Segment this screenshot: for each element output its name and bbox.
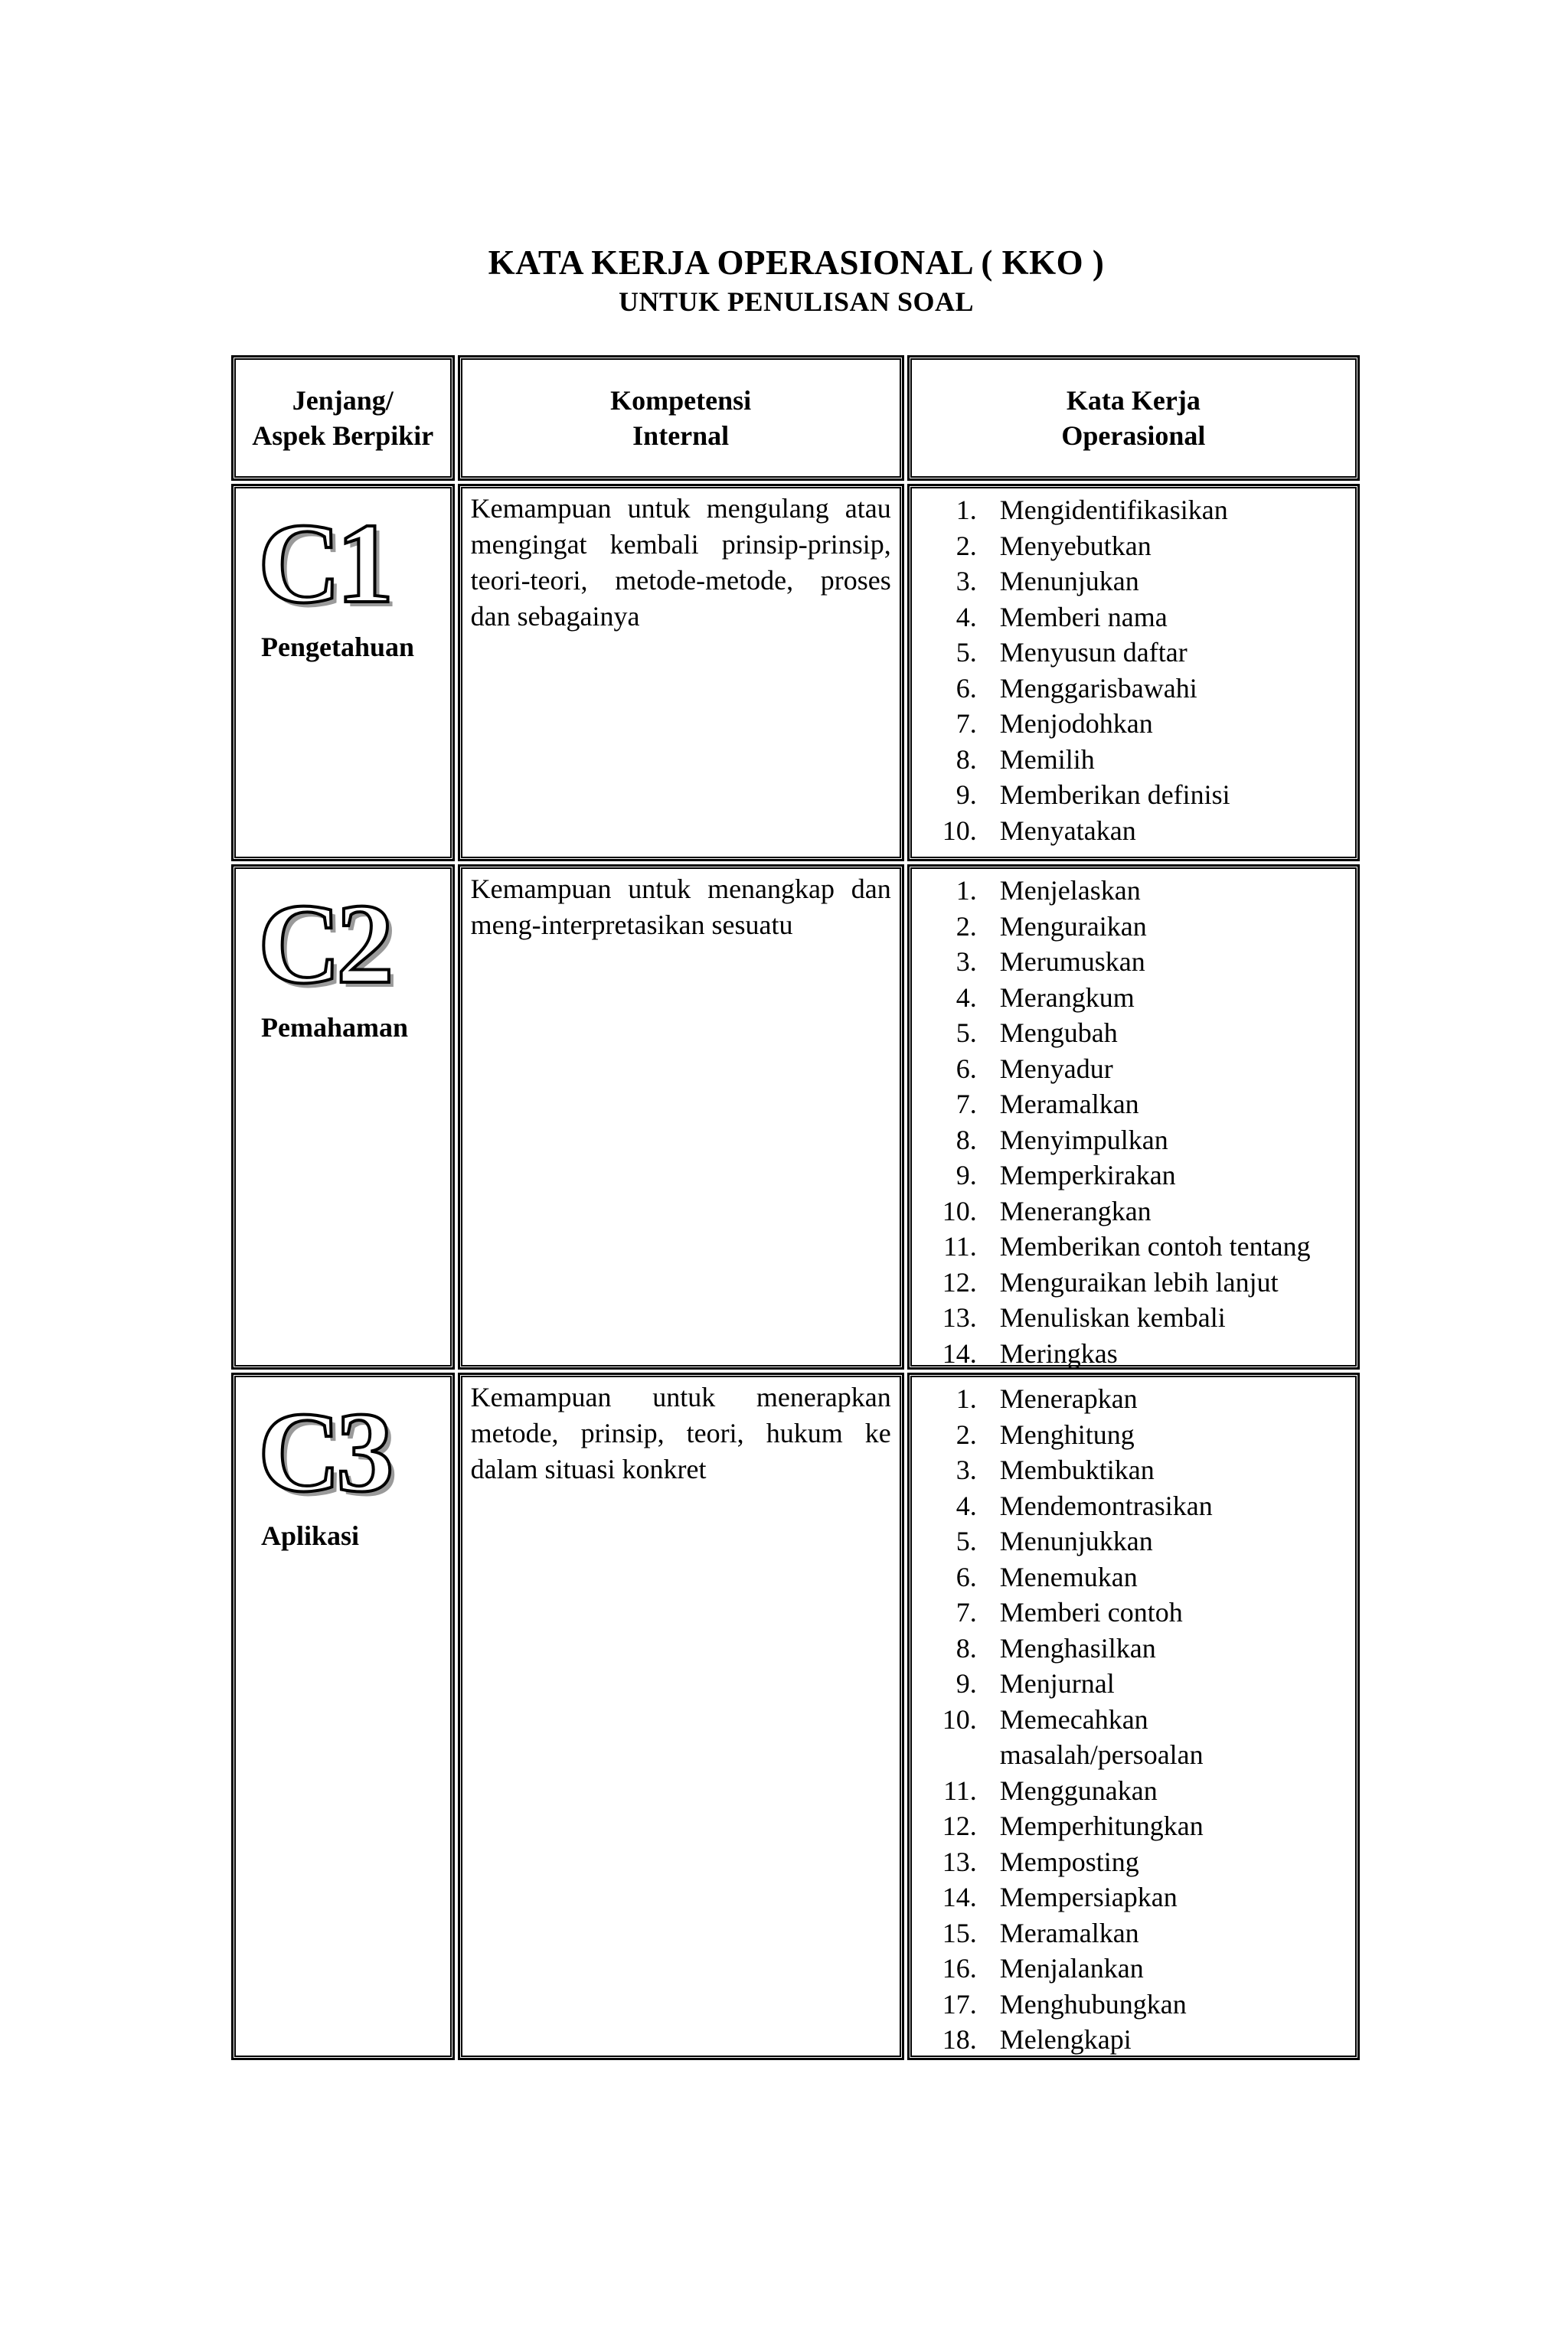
list-item — [910, 1631, 1357, 1667]
level-name-c3: Aplikasi — [261, 1520, 360, 1551]
list-item-text: Mengidentifikasikan — [999, 495, 1228, 525]
header-level-line2: Aspek Berpikir — [252, 420, 434, 451]
list-item-number: 3. — [956, 1455, 977, 1485]
list-item — [910, 528, 1357, 564]
list-item — [910, 1808, 1357, 1844]
list-item — [910, 873, 1357, 909]
list-item-text: Merangkum — [999, 981, 1135, 1013]
list-item-number: 8. — [956, 1124, 977, 1155]
list-item-text: Menemukan — [999, 1561, 1138, 1592]
list-item-text: Memposting — [999, 1846, 1139, 1877]
list-item-number: 18. — [942, 2024, 977, 2055]
list-item-number: 6. — [956, 672, 977, 704]
list-item — [910, 1987, 1357, 2023]
list-item-number: 4. — [956, 1490, 977, 1521]
list-item-number: 9. — [956, 779, 977, 810]
list-item — [910, 1666, 1357, 1702]
list-item — [910, 599, 1357, 635]
list-item — [910, 1488, 1357, 1524]
table-row-c1 — [231, 484, 1360, 861]
list-item-text: Menjodohkan — [999, 708, 1153, 739]
level-cell-c3 — [231, 1373, 455, 2060]
level-code-c3: C3 — [258, 1389, 390, 1516]
list-item-text: Menjalankan — [999, 1953, 1144, 1984]
list-item — [910, 1702, 1357, 1773]
list-item-number: 15. — [942, 1917, 977, 1948]
list-item-text: Menjelaskan — [999, 875, 1141, 906]
list-item-number: 4. — [956, 601, 977, 632]
list-item-text: Menerapkan — [999, 1383, 1138, 1414]
list-item-text: Memilih — [999, 743, 1095, 775]
list-item — [910, 909, 1357, 945]
list-item-number: 11. — [943, 1775, 977, 1806]
list-item-text: Memecahkan masalah/persoalan — [999, 1703, 1204, 1770]
list-item-text: Mendemontrasikan — [999, 1490, 1213, 1521]
list-item-number: 9. — [956, 1160, 977, 1190]
list-item-text: Menyusun daftar — [999, 637, 1187, 668]
list-item-text: Memberi nama — [999, 601, 1168, 632]
list-item-text: Meramalkan — [999, 1917, 1139, 1948]
list-item-number: 7. — [956, 1597, 977, 1628]
list-item-text: Menunjukkan — [999, 1526, 1153, 1556]
competence-cell-c1 — [458, 484, 904, 861]
list-item-number: 3. — [956, 566, 977, 596]
list-item-number: 12. — [942, 1811, 977, 1841]
list-item-number: 1. — [956, 1383, 977, 1414]
level-cell-c1 — [231, 484, 455, 861]
kko-table — [231, 355, 1360, 2060]
level-cell-c2 — [231, 864, 455, 1370]
list-item-number: 1. — [956, 875, 977, 906]
header-level — [231, 355, 455, 481]
list-item-number: 7. — [956, 1089, 977, 1119]
list-item-text: Meringkas — [999, 1337, 1118, 1369]
list-item-number: 8. — [956, 743, 977, 775]
list-item-text: Memperhitungkan — [999, 1811, 1204, 1841]
verbs-cell-c2 — [907, 864, 1360, 1370]
list-item-number: 13. — [942, 1302, 977, 1333]
verb-list-c2 — [910, 867, 1357, 1371]
list-item-text: Mengubah — [999, 1017, 1118, 1048]
list-item-number: 2. — [956, 910, 977, 942]
list-item-text: Memperkirakan — [999, 1160, 1176, 1190]
list-item-number: 4. — [956, 981, 977, 1013]
list-item-number: 2. — [956, 530, 977, 561]
list-item-text: Merumuskan — [999, 946, 1145, 977]
list-item-number: 7. — [956, 708, 977, 739]
list-item — [910, 1194, 1357, 1229]
competence-text-c3: Kemampuan untuk menerapkan metode, prinsip, teori, hukum ke dalam situasi konkret — [470, 1382, 891, 1484]
list-item-number: 10. — [942, 815, 977, 846]
competence-cell-c3 — [458, 1373, 904, 2060]
header-verbs-line1: Kata Kerja — [1066, 385, 1200, 416]
list-item-text: Memberikan contoh tentang — [999, 1231, 1311, 1262]
list-item-number: 5. — [956, 1526, 977, 1556]
list-item — [910, 777, 1357, 813]
list-item-text: Menunjukan — [999, 566, 1139, 596]
list-item — [910, 980, 1357, 1016]
list-item-text: Mempersiapkan — [999, 1882, 1178, 1912]
level-name-c1: Pengetahuan — [261, 632, 415, 662]
list-item-text: Menggunakan — [999, 1775, 1158, 1806]
list-item-number: 5. — [956, 637, 977, 668]
list-item-text: Menjurnal — [999, 1668, 1115, 1699]
list-item — [910, 1122, 1357, 1158]
table-header-row — [231, 355, 1360, 481]
level-code-c2: C2 — [258, 880, 390, 1007]
table-row-c2 — [231, 864, 1360, 1370]
list-item-number: 17. — [942, 1988, 977, 2020]
header-competence — [458, 355, 904, 481]
competence-cell-c2 — [458, 864, 904, 1370]
list-item — [910, 1015, 1357, 1051]
list-item-text: Membuktikan — [999, 1455, 1155, 1485]
list-item-text: Menyebutkan — [999, 530, 1152, 561]
list-item-number: 6. — [956, 1053, 977, 1084]
list-item-text: Menguraikan — [999, 910, 1147, 942]
list-item-number: 1. — [956, 495, 977, 525]
list-item — [910, 742, 1357, 778]
document-title: KATA KERJA OPERASIONAL ( KKO ) — [488, 243, 1105, 282]
verbs-cell-c3 — [907, 1373, 1360, 2060]
list-item — [910, 1381, 1357, 1417]
competence-text-c2: Kemampuan untuk menangkap dan meng-interpretasikan sesuatu — [470, 874, 891, 940]
list-item-text: Meramalkan — [999, 1089, 1139, 1119]
list-item-text: Memberi contoh — [999, 1597, 1183, 1628]
list-item — [910, 1452, 1357, 1488]
list-item — [910, 1595, 1357, 1631]
header-verbs — [907, 355, 1360, 481]
list-item-number: 3. — [956, 946, 977, 977]
list-item — [910, 1559, 1357, 1595]
list-item-text: Menghasilkan — [999, 1632, 1156, 1664]
list-item — [910, 706, 1357, 742]
list-item-number: 12. — [942, 1266, 977, 1298]
list-item-number: 14. — [942, 1337, 977, 1369]
list-item — [910, 1951, 1357, 1987]
list-item-number: 5. — [956, 1017, 977, 1048]
verbs-cell-c1 — [907, 484, 1360, 861]
list-item-text: Menyadur — [999, 1053, 1113, 1084]
list-item-number: 13. — [942, 1846, 977, 1877]
list-item — [910, 1417, 1357, 1453]
header-verbs-line2: Operasional — [1061, 420, 1206, 451]
list-item-number: 9. — [956, 1668, 977, 1699]
list-item — [910, 1523, 1357, 1559]
list-item — [910, 1229, 1357, 1265]
list-item-text: Menyimpulkan — [999, 1124, 1168, 1155]
list-item — [910, 492, 1357, 528]
list-item — [910, 944, 1357, 980]
table-row-c3 — [231, 1373, 1360, 2060]
list-item-text: Menguraikan lebih lanjut — [999, 1266, 1279, 1298]
competence-text-c1: Kemampuan untuk mengulang atau mengingat kembali prinsip-prinsip, teori-teori, metode-metode, proses dan sebagainya — [470, 493, 891, 632]
list-item-text: Menghitung — [999, 1419, 1135, 1450]
list-item-number: 14. — [942, 1882, 977, 1912]
list-item — [910, 1158, 1357, 1194]
list-item-text: Memberikan definisi — [999, 779, 1230, 810]
verb-list-c1 — [910, 486, 1357, 848]
list-item — [910, 1879, 1357, 1915]
verb-list-c3 — [910, 1375, 1357, 2058]
list-item — [910, 1336, 1357, 1372]
level-code-c1: C1 — [258, 500, 390, 627]
list-item — [910, 1265, 1357, 1301]
list-item-number: 10. — [942, 1703, 977, 1735]
list-item-number: 16. — [942, 1953, 977, 1984]
list-item-number: 11. — [943, 1231, 977, 1262]
list-item-number: 2. — [956, 1419, 977, 1450]
list-item-number: 10. — [942, 1195, 977, 1226]
list-item — [910, 1300, 1357, 1336]
list-item-text: Melengkapi — [999, 2024, 1132, 2055]
list-item-text: Menyatakan — [999, 815, 1136, 846]
header-competence-line2: Internal — [632, 420, 730, 451]
list-item — [910, 635, 1357, 671]
level-name-c2: Pemahaman — [261, 1012, 408, 1043]
list-item — [910, 1051, 1357, 1087]
list-item — [910, 1915, 1357, 1951]
header-level-line1: Jenjang/ — [292, 385, 394, 416]
list-item — [910, 563, 1357, 599]
document-subtitle: UNTUK PENULISAN SOAL — [618, 286, 975, 317]
list-item — [910, 813, 1357, 849]
list-item — [910, 1844, 1357, 1880]
list-item — [910, 1773, 1357, 1809]
list-item — [910, 1086, 1357, 1122]
list-item — [910, 2022, 1357, 2058]
header-competence-line1: Kompetensi — [610, 385, 752, 416]
list-item-text: Menuliskan kembali — [999, 1302, 1226, 1333]
list-item — [910, 671, 1357, 707]
list-item-text: Menggarisbawahi — [999, 672, 1197, 704]
list-item-number: 8. — [956, 1632, 977, 1664]
list-item-text: Menerangkan — [999, 1195, 1152, 1226]
list-item-number: 6. — [956, 1561, 977, 1592]
list-item-text: Menghubungkan — [999, 1988, 1187, 2020]
